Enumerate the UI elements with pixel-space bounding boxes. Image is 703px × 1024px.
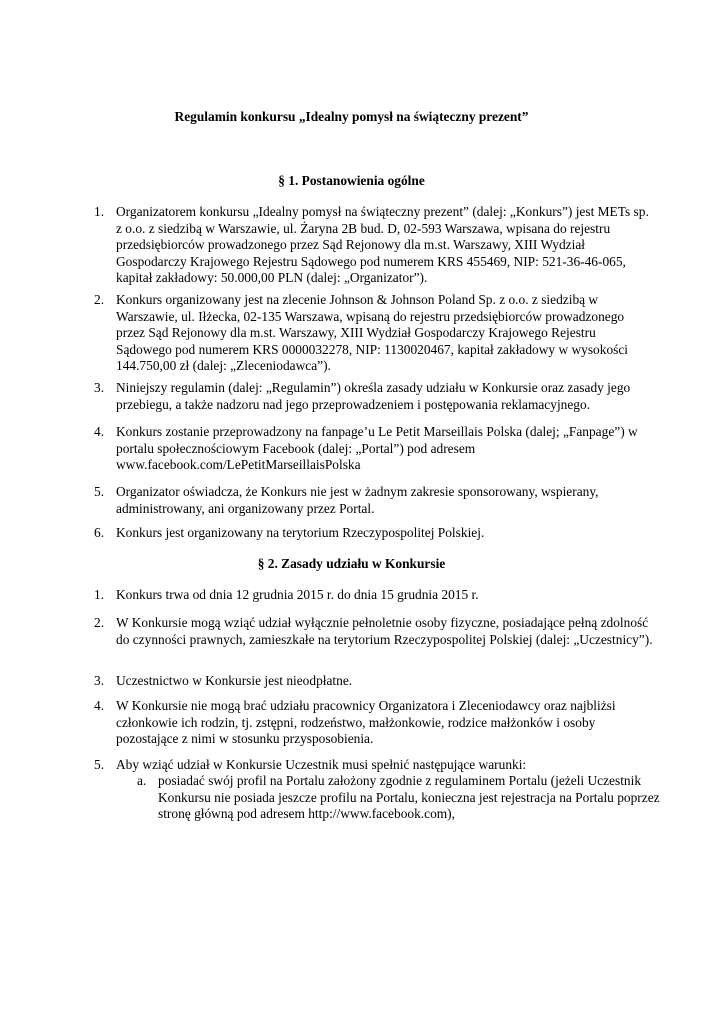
item-number: 2. <box>94 292 105 307</box>
subitem-letter: a. <box>137 773 147 788</box>
item-text: Uczestnictwo w Konkursie jest nieodpłatne. <box>116 673 353 688</box>
item-number: 1. <box>94 587 105 602</box>
subitem-text: posiadać swój profil na Portalu założony zgodnie z regulaminem Portalu (jeżeli Uczestnik Konkursu nie posiada jeszcze profilu na Portalu, konieczna jest rejestracja na Portalu poprzez stronę główną pod adresem http://www.facebook.com), <box>158 773 660 822</box>
item-text: Organizatorem konkursu „Idealny pomysł na świąteczny prezent” (dalej: „Konkurs”) jest METs sp. z o.o. z siedzibą w Warszawie, ul. Żaryna 2B bud. D, 02-593 Warszawa, wpisana do rejestru przedsiębiorców prowadzonego przez Sąd Rejonowy dla m.st. Warszawy, XIII Wydział Gospodarczy Krajowego Rejestru Sądowego pod numerem KRS 455469, NIP: 521-36-46-065, kapitał zakładowy: 50.000,00 PLN (dalej: „Organizator”). <box>116 204 649 286</box>
document-title: Regulamin konkursu „Idealny pomysł na świąteczny prezent” <box>174 109 529 124</box>
item-text: Konkurs organizowany jest na zlecenie Johnson & Johnson Poland Sp. z o.o. z siedzibą w Warszawie, ul. Iłżecka, 02-135 Warszawa, wpisaną do rejestru przedsiębiorców prowadzonego przez Sąd Rejonowy dla m.st. Warszawy, XIII Wydział Gospodarczy Krajowego Rejestru Sądowego pod numerem KRS 0000032278, NIP: 1130020467, kapitał zakładowy w wysokości 144.750,00 zł (dalej: „Zleceniodawca”). <box>116 292 629 374</box>
item-text: Konkurs jest organizowany na terytorium Rzeczypospolitej Polskiej. <box>116 525 485 540</box>
item-text: W Konkursie mogą wziąć udział wyłącznie pełnoletnie osoby fizyczne, posiadające pełną zdolność do czynności prawnych, zamieszkałe na terytorium Rzeczypospolitej Polskiej (dalej: „Uczestnicy”). <box>116 615 653 647</box>
item-number: 4. <box>94 698 105 713</box>
item-text: W Konkursie nie mogą brać udziału pracownicy Organizatora i Zleceniodawcy oraz najbliżsi członkowie ich rodzin, tj. zstępni, rodzeństwo, małżonkowie, rodzice małżonków i osoby pozostające z nimi w stosunku przysposobienia. <box>116 698 616 747</box>
item-text: Konkurs trwa od dnia 12 grudnia 2015 r. do dnia 15 grudnia 2015 r. <box>116 587 479 602</box>
section-2-heading: § 2. Zasady udziału w Konkursie <box>257 556 446 571</box>
item-number: 3. <box>94 380 105 395</box>
section-1-heading: § 1. Postanowienia ogólne <box>278 173 425 188</box>
item-number: 6. <box>94 525 105 540</box>
item-number: 5. <box>94 484 105 499</box>
item-number: 3. <box>94 673 105 688</box>
item-text: Konkurs zostanie przeprowadzony na fanpage’u Le Petit Marseillais Polska (dalej; „Fanpage”) w portalu społecznościowym Facebook (dalej: „Portal”) pod adresem www.facebook.com/LePetitMarseillaisPolska <box>116 424 638 473</box>
item-text: Organizator oświadcza, że Konkurs nie jest w żadnym zakresie sponsorowany, wspierany, administrowany, ani organizowany przez Portal. <box>116 484 599 516</box>
item-text: Aby wziąć udział w Konkursie Uczestnik musi spełnić następujące warunki: <box>116 757 527 772</box>
item-number: 4. <box>94 424 105 439</box>
item-text: Niniejszy regulamin (dalej: „Regulamin”) określa zasady udziału w Konkursie oraz zasady jego przebiegu, a także nadzoru nad jego przeprowadzeniem i postępowania reklamacyjnego. <box>116 380 631 412</box>
item-number: 2. <box>94 615 105 630</box>
item-number: 5. <box>94 757 105 772</box>
item-number: 1. <box>94 204 105 219</box>
